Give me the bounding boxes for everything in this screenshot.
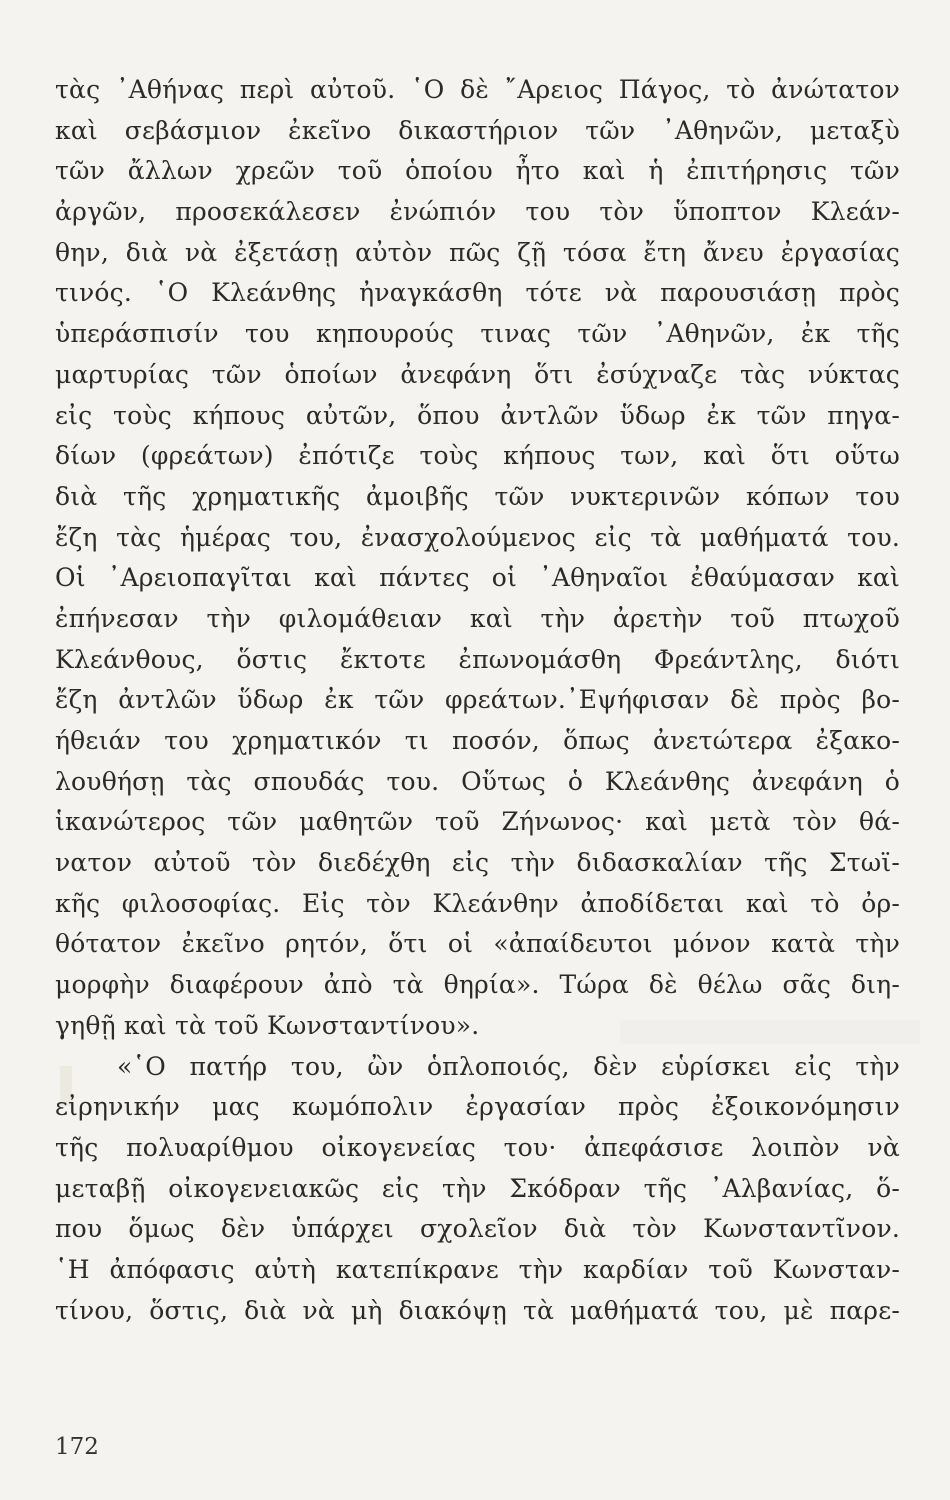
text-line: Κλεάνθους, ὅστις ἔκτοτε ἐπωνομάσθη Φρεάντλης, διότι (55, 644, 900, 674)
text-line: διὰ τῆς χρηματικῆς ἀμοιβῆς τῶν νυκτερινῶν κόπων του (55, 481, 900, 511)
text-line: μεταβῇ οἰκογενειακῶς εἰς τὴν Σκόδραν τῆς ᾿Αλβανίας, ὅ- (55, 1173, 900, 1203)
text-line: «῾Ο πατήρ του, ὢν ὁπλοποιός, δὲν εὑρίσκει εἰς τὴν (117, 1051, 900, 1081)
text-line: γηθῇ καὶ τὰ τοῦ Κωνσταντίνου». (55, 1010, 480, 1040)
text-line: τίνου, ὅστις, διὰ νὰ μὴ διακόψῃ τὰ μαθήματά του, μὲ παρε- (55, 1295, 900, 1325)
text-line: Οἱ ᾿Αρειοπαγῖται καὶ πάντες οἱ ᾿Αθηναῖοι ἐθαύμασαν καὶ (55, 563, 900, 593)
text-line: τινός. ῾Ο Κλεάνθης ἠναγκάσθη τότε νὰ παρουσιάσῃ πρὸς (55, 278, 900, 308)
text-line: ἱκανώτερος τῶν μαθητῶν τοῦ Ζήνωνος· καὶ μετὰ τὸν θά- (55, 807, 900, 837)
text-line: ῾Η ἀπόφασις αὐτὴ κατεπίκρανε τὴν καρδίαν τοῦ Κωνσταν- (55, 1254, 900, 1284)
text-line: ὑπεράσπισίν του κηπουρούς τινας τῶν ᾿Αθηνῶν, ἐκ τῆς (55, 319, 900, 349)
text-line: εἰς τοὺς κήπους αὐτῶν, ὅπου ἀντλῶν ὕδωρ ἐκ τῶν πηγα- (55, 400, 900, 430)
text-line: κῆς φιλοσοφίας. Εἰς τὸν Κλεάνθην ἀποδίδεται καὶ τὸ ὀρ- (55, 888, 900, 918)
text-line: ἔζη ἀντλῶν ὕδωρ ἐκ τῶν φρεάτων.᾿Εψήφισαν δὲ πρὸς βο- (55, 685, 900, 715)
text-line: εἰρηνικήν μας κωμόπολιν ἐργασίαν πρὸς ἐξοικονόμησιν (55, 1092, 900, 1122)
text-line: ἔζη τὰς ἡμέρας του, ἐνασχολούμενος εἰς τὰ μαθήματά του. (55, 522, 900, 552)
text-line: νατον αὐτοῦ τὸν διεδέχθη εἰς τὴν διδασκαλίαν τῆς Στωϊ- (55, 848, 900, 878)
text-line: ἐπήνεσαν τὴν φιλομάθειαν καὶ τὴν ἀρετὴν τοῦ πτωχοῦ (55, 603, 900, 633)
text-line: ἀργῶν, προσεκάλεσεν ἐνώπιόν του τὸν ὕποπτον Κλεάν- (55, 197, 900, 227)
text-line: λουθήσῃ τὰς σπουδάς του. Οὕτως ὁ Κλεάνθης ἀνεφάνη ὁ (55, 766, 900, 796)
text-line: τὰς ᾿Αθήνας περὶ αὐτοῦ. ῾Ο δὲ ῎Αρειος Πάγος, τὸ ἀνώτατον (55, 75, 900, 104)
text-line: τῆς πολυαρίθμου οἰκογενείας του· ἀπεφάσισε λοιπὸν νὰ (55, 1132, 900, 1162)
body-text (55, 70, 900, 1331)
page-number: 172 (55, 1434, 99, 1460)
text-line: μαρτυρίας τῶν ὁποίων ἀνεφάνη ὅτι ἐσύχναζε τὰς νύκτας (55, 359, 900, 389)
text-line: τῶν ἄλλων χρεῶν τοῦ ὁποίου ἦτο καὶ ἡ ἐπιτήρησις τῶν (55, 156, 900, 186)
text-line: που ὅμως δὲν ὑπάρχει σχολεῖον διὰ τὸν Κωνσταντῖνον. (55, 1214, 900, 1244)
text-line: καὶ σεβάσμιον ἐκεῖνο δικαστήριον τῶν ᾿Αθηνῶν, μεταξὺ (55, 115, 900, 145)
text-line: δίων (φρεάτων) ἐπότιζε τοὺς κήπους των, καὶ ὅτι οὕτω (55, 441, 900, 471)
text-line: μορφὴν διαφέρουν ἀπὸ τὰ θηρία». Τώρα δὲ θέλω σᾶς διη- (55, 970, 900, 1000)
text-line: θότατον ἐκεῖνο ρητόν, ὅτι οἱ «ἀπαίδευτοι μόνον κατὰ τὴν (55, 929, 900, 959)
text-line: ήθειάν του χρηματικόν τι ποσόν, ὅπως ἀνετώτερα ἐξακο- (55, 726, 900, 755)
text-line: θην, διὰ νὰ ἐξετάσῃ αὐτὸν πῶς ζῇ τόσα ἔτη ἄνευ ἐργασίας (55, 237, 900, 267)
